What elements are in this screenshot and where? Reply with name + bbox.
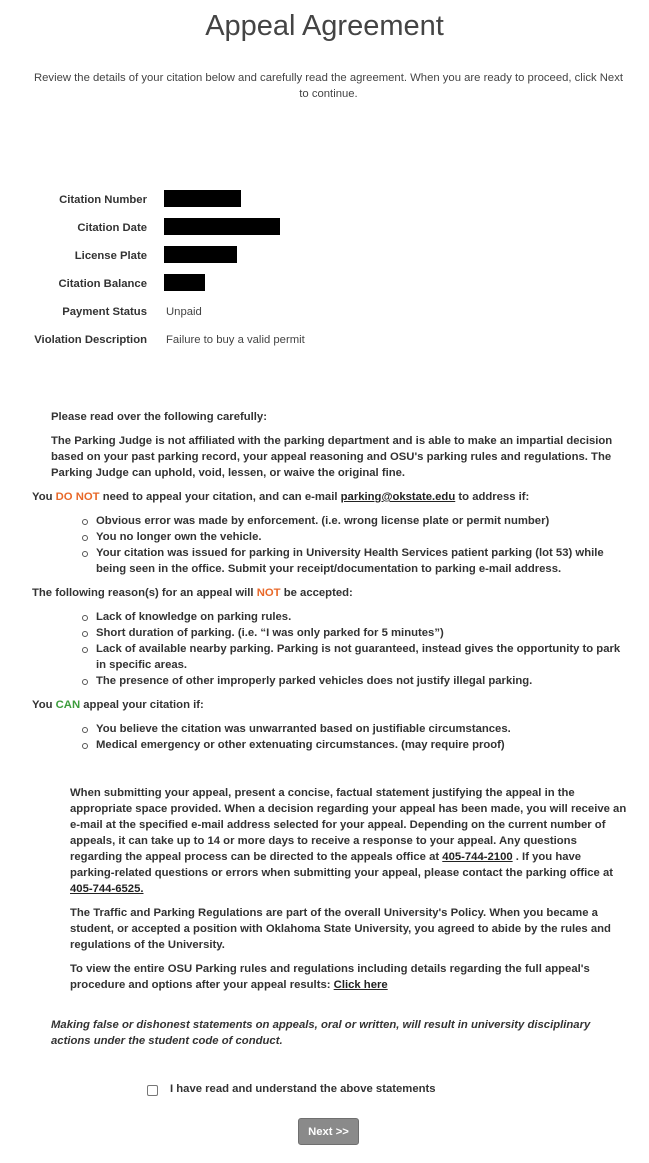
submitting-text-before: When submitting your appeal, present a concise, factual statement justifying the appeal in the appropriate space provided. When a decision regarding your appeal has been made, you will receive an e-mail at the specified e-mail address selected for your appeal. Depending on the current number of appeals, it can take up to 14 or more days to receive a response to your appeal. Any questions regarding the appeal process can be directed to the appeals office at xyxy=(70,787,627,863)
agreement-checkbox-row[interactable] xyxy=(147,1081,436,1097)
do-not-heading xyxy=(32,489,632,505)
agreement-checkbox-label[interactable]: I have read and understand the above statements xyxy=(170,1083,436,1095)
submitting-text-after: . If you have parking-related questions or errors when submitting your appeal, please contact the parking office at xyxy=(70,851,613,879)
can-list xyxy=(82,721,622,753)
citation-number-redacted xyxy=(164,190,241,207)
citation-date-label: Citation Date xyxy=(77,222,147,234)
list-item: The presence of other improperly parked vehicles does not justify illegal parking. xyxy=(82,673,622,689)
do-not-suffix: to address if: xyxy=(455,491,530,503)
violation-description-row xyxy=(0,330,649,358)
license-plate-redacted xyxy=(164,246,237,263)
do-not-highlight: DO NOT xyxy=(55,491,100,503)
payment-status-row xyxy=(0,302,649,330)
citation-date-row xyxy=(0,218,649,246)
list-item: Obvious error was made by enforcement. (i.e. wrong license plate or permit number) xyxy=(82,513,622,529)
page-title: Appeal Agreement xyxy=(205,10,444,42)
do-not-middle: need to appeal your citation, and can e-mail xyxy=(99,491,341,503)
view-rules-text: To view the entire OSU Parking rules and regulations including details regarding the full appeal's procedure and options after your appeal results: xyxy=(70,963,590,991)
will-not-highlight: NOT xyxy=(256,587,281,599)
will-not-suffix: be accepted: xyxy=(280,587,353,599)
citation-details xyxy=(0,190,649,358)
regulations-paragraph: The Traffic and Parking Regulations are part of the overall University's Policy. When you became a student, or accepted a position with Oklahoma State University, you agreed to abide by the rules and regulations of the University. xyxy=(70,907,611,951)
citation-number-label: Citation Number xyxy=(59,194,147,206)
license-plate-label: License Plate xyxy=(74,250,147,262)
click-here-link[interactable]: Click here xyxy=(333,979,388,991)
agreement-checkbox[interactable] xyxy=(147,1085,158,1096)
citation-balance-row xyxy=(0,274,649,302)
citation-balance-redacted xyxy=(164,274,205,291)
submitting-paragraph xyxy=(70,785,628,897)
read-carefully-text: Please read over the following carefully: xyxy=(51,411,267,423)
can-prefix: You xyxy=(32,699,56,711)
list-item: Short duration of parking. (i.e. “I was only parked for 5 minutes”) xyxy=(82,625,622,641)
list-item: You no longer own the vehicle. xyxy=(82,529,622,545)
can-suffix: appeal your citation if: xyxy=(80,699,204,711)
parking-phone-link[interactable]: 405-744-6525. xyxy=(70,883,144,895)
judge-paragraph: The Parking Judge is not affiliated with the parking department and is able to make an impartial decision based on your past parking record, your appeal reasoning and OSU's parking rules and regulations. The Parking Judge can uphold, void, lessen, or waive the original fine. xyxy=(51,435,613,479)
will-not-heading xyxy=(32,585,632,601)
payment-status-value: Unpaid xyxy=(166,306,202,318)
appeals-phone-link[interactable]: 405-744-2100 xyxy=(442,851,513,863)
parking-email-link[interactable]: parking@okstate.edu xyxy=(340,491,456,503)
violation-description-value: Failure to buy a valid permit xyxy=(166,334,305,346)
list-item: You believe the citation was unwarranted based on justifiable circumstances. xyxy=(82,721,622,737)
citation-number-row xyxy=(0,190,649,218)
list-item: Medical emergency or other extenuating circumstances. (may require proof) xyxy=(82,737,622,753)
will-not-list xyxy=(82,609,622,689)
intro-text: Review the details of your citation below and carefully read the agreement. When you are ready to proceed, click Next to continue. xyxy=(33,72,623,100)
citation-date-redacted xyxy=(164,218,280,235)
next-button[interactable]: Next >> xyxy=(298,1118,359,1145)
violation-description-label: Violation Description xyxy=(34,334,147,346)
do-not-list xyxy=(82,513,622,577)
view-rules-paragraph xyxy=(70,961,622,993)
list-item: Lack of knowledge on parking rules. xyxy=(82,609,622,625)
will-not-prefix: The following reason(s) for an appeal will xyxy=(32,587,257,599)
disciplinary-warning: Making false or dishonest statements on appeals, oral or written, will result in university disciplinary actions under the student code of conduct. xyxy=(51,1019,591,1047)
citation-balance-label: Citation Balance xyxy=(58,278,147,290)
license-plate-row xyxy=(0,246,649,274)
can-heading xyxy=(32,697,632,713)
can-highlight: CAN xyxy=(55,699,81,711)
list-item: Your citation was issued for parking in University Health Services patient parking (lot 53) while being seen in the office. Submit your receipt/documentation to parking e-mail address. xyxy=(82,545,622,577)
list-item: Lack of available nearby parking. Parking is not guaranteed, instead gives the opportunity to park in specific areas. xyxy=(82,641,622,673)
payment-status-label: Payment Status xyxy=(62,306,147,318)
do-not-prefix: You xyxy=(32,491,56,503)
